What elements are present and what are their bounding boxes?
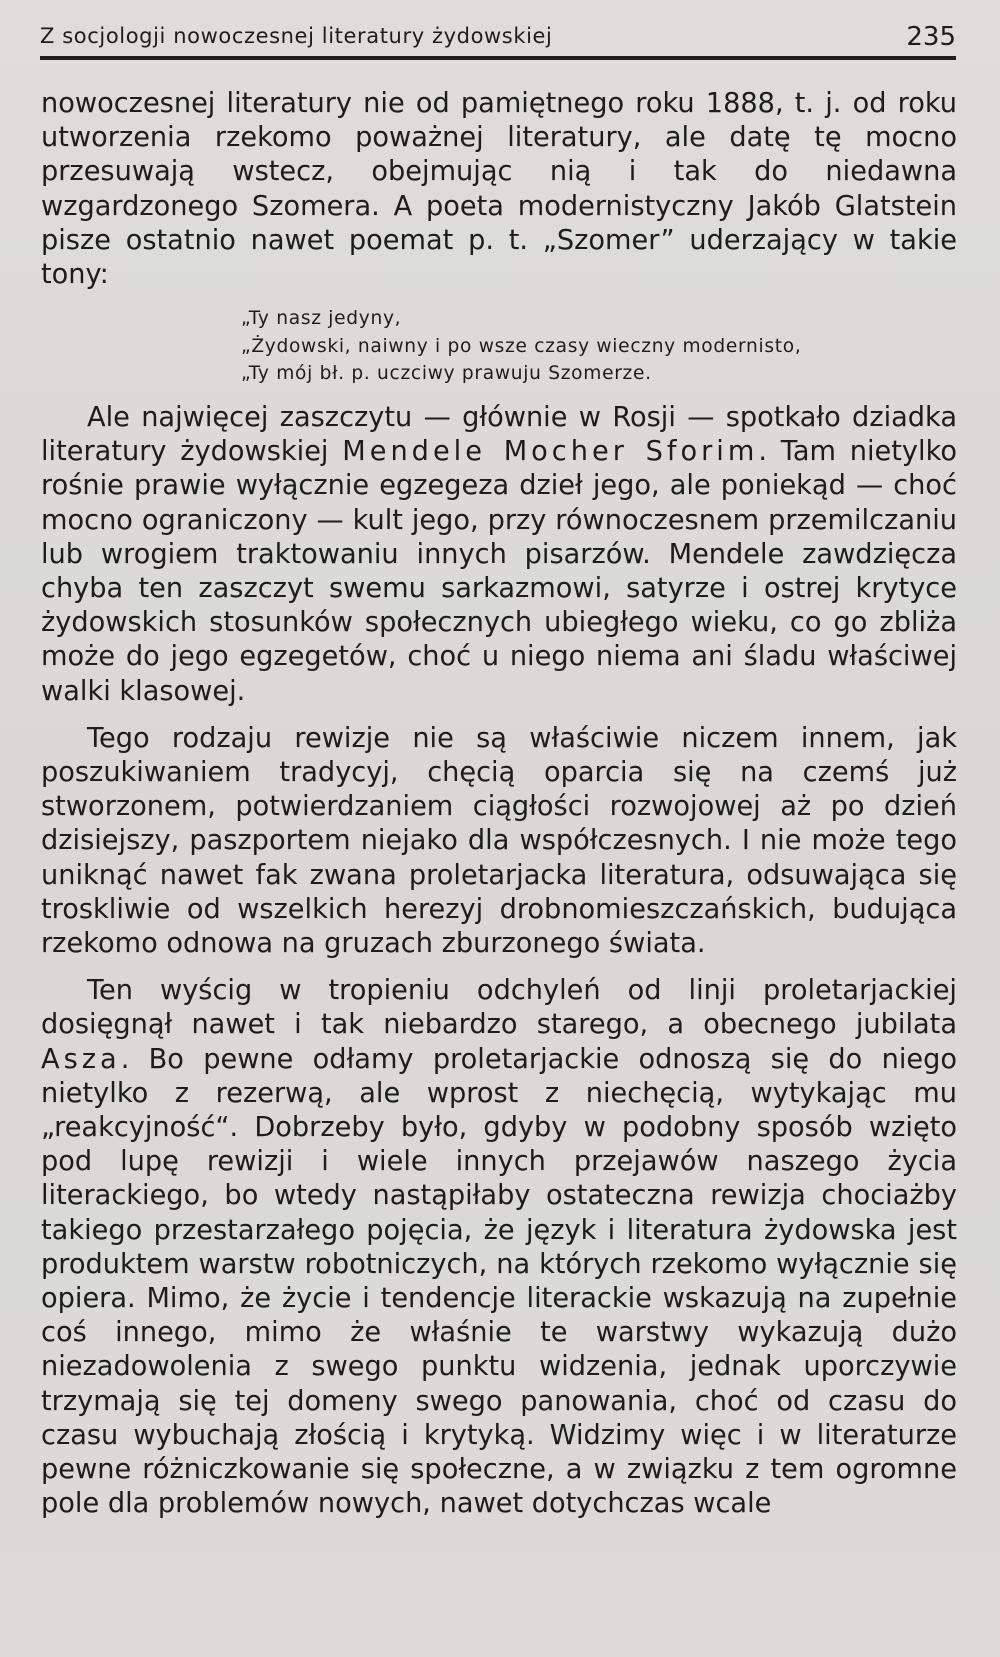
paragraph-2-text-a: Ale najwięcej zaszczytu — głównie w Rosji — spotkało dziadka literatury żydowskiej <box>41 402 957 468</box>
paragraph-3: Tego rodzaju rewizje nie są właściwie niczem innem, jak poszukiwaniem tradycyj, chęcią oparcia się na czemś już stworzonem, potwierdzaniem ciągłości rozwojowej aż po dzień dzisiejszy, paszportem niejako dla współczesnych. I nie może tego uniknąć nawet fak zwana proletarjacka literatura, odsuwająca się troskliwie od wszelkich herezyj drobnomieszczańskich, budująca rzekomo odnowa na gruzach zburzonego świata. <box>41 722 957 960</box>
verse-quote <box>241 305 957 388</box>
paragraph-4-text-a: Ten wyścig w tropieniu odchyleń od linji proletarjackiej dosięgnął nawet i tak niebardzo starego, a obecnego jubilata <box>41 975 957 1041</box>
page-number: 235 <box>906 22 956 52</box>
header-rule <box>40 56 956 60</box>
quote-line-1: „Ty nasz jedyny, <box>241 308 402 330</box>
quote-line-3: „Ty mój bł. p. uczciwy prawuju Szomerze. <box>241 363 652 385</box>
paragraph-4-text-b: . Bo pewne odłamy proletarjackie odnoszą się do niego nietylko z rezerwą, ale wprost z niechęcią, wytykając mu „reakcyjność“. Dobrzeby było, gdyby w podobny sposób wzięto pod lupę rewizji i wiele innych przejawów naszego życia literackiego, bo wtedy nastąpiłaby ostateczna rewizja chociażby takiego przestarzałego pojęcia, że język i literatura żydowska jest produktem warstw robotniczych, na których rzekomo wyłącznie się opiera. Mimo, że życie i tendencje literackie wskazują na zupełnie coś innego, mimo że właśnie te warstwy wykazują dużo niezadowolenia z swego punktu widzenia, jednak uporczywie trzymają się tej domeny swego panowania, choć od czasu do czasu wybuchają złością i krytyką. Widzimy więc i w literaturze pewne różniczkowanie się społeczne, a w związku z tem ogromne pole dla problemów nowych, nawet dotychczas wcale <box>41 1043 957 1520</box>
paragraph-2-text-b: . Tam nietylko rośnie prawie wyłącznie egzegeza dzieł jego, ale poniekąd — choć mocno ograniczony — kult jego, przy równoczesnem przemilczaniu lub wrogiem traktowaniu innych pisarzów. Mendele zawdzięcza chyba ten zaszczyt swemu sarkazmowi, satyrze i ostrej krytyce żydowskich stosunków społecznych ubiegłego wieku, co go zbliża może do jego egzegetów, choć u niego niema ani śladu właściwej walki klasowej. <box>41 436 957 707</box>
quote-line-2: „Żydowski, naiwny i po wsze czasy wieczny modernisto, <box>241 335 802 357</box>
page-header <box>40 14 956 54</box>
paragraph-4 <box>41 974 957 1521</box>
paragraph-2 <box>41 401 957 709</box>
author-name-asz: Asza <box>41 1043 121 1075</box>
running-title: Z socjologji nowoczesnej literatury żydowskiej <box>40 24 553 48</box>
author-name-mendele: Mendele Mocher Sforim <box>342 436 759 468</box>
paragraph-1: nowoczesnej literatury nie od pamiętnego roku 1888, t. j. od roku utworzenia rzekomo poważnej literatury, ale datę tę mocno przesuwają wstecz, obejmując nią i tak do niedawna wzgardzonego Szomera. A poeta modernistyczny Jakób Glatstein pisze ostatnio nawet poemat p. t. „Szomer” uderzający w takie tony: <box>41 88 957 291</box>
page-body <box>41 87 957 1522</box>
